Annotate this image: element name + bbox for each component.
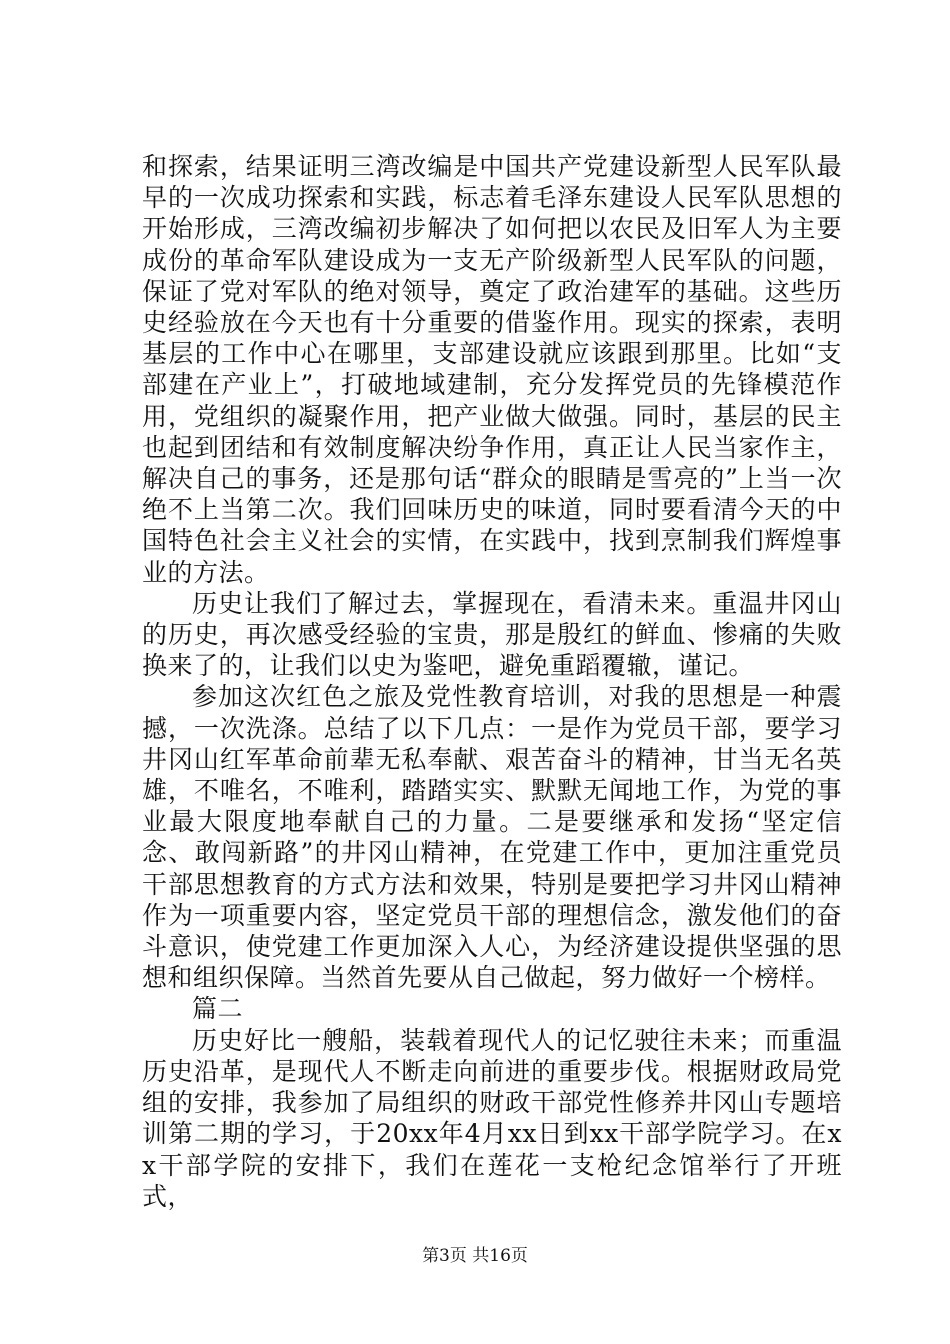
paragraph-part-two-intro: 历史好比一艘船，装载着现代人的记忆驶往未来；而重温历史沿革，是现代人不断走向前进的重要步伐。根据财政局党组的安排，我参加了局组织的财政干部党性修养井冈山专题培训第二期的学习，于20xx年4月xx日到xx干部学院学习。在xx干部学院的安排下，我们在莲花一支枪纪念馆举行了开班式，	[142, 1025, 842, 1211]
paragraph-continuation: 和探索，结果证明三湾改编是中国共产党建设新型人民军队最早的一次成功探索和实践，标志着毛泽东建设人民军队思想的开始形成，三湾改编初步解决了如何把以农民及旧军人为主要成份的革命军队建设成为一支无产阶级新型人民军队的问题，保证了党对军队的绝对领导，奠定了政治建军的基础。这些历史经验放在今天也有十分重要的借鉴作用。现实的探索，表明基层的工作中心在哪里，支部建设就应该跟到那里。比如“支部建在产业上”，打破地域建制，充分发挥党员的先锋模范作用，党组织的凝聚作用，把产业做大做强。同时，基层的民主也起到团结和有效制度解决纷争作用，真正让人民当家作主，解决自己的事务，还是那句话“群众的眼睛是雪亮的”上当一次绝不上当第二次。我们回味历史的味道，同时要看清今天的中国特色社会主义社会的实情，在实践中，找到烹制我们辉煌事业的方法。	[142, 152, 842, 587]
section-heading-part-two: 篇二	[192, 994, 244, 1024]
document-body	[142, 151, 842, 1212]
page-number-footer: 第3页 共16页	[422, 1246, 528, 1266]
paragraph-training-reflection: 参加这次红色之旅及党性教育培训，对我的思想是一种震撼，一次洗涤。总结了以下几点：一是作为党员干部，要学习井冈山红军革命前辈无私奉献、艰苦奋斗的精神，甘当无名英雄，不唯名，不唯利，踏踏实实、默默无闻地工作，为党的事业最大限度地奉献自己的力量。二是要继承和发扬“坚定信念、敢闯新路”的井冈山精神，在党建工作中，更加注重党员干部思想教育的方式方法和效果，特别是要把学习井冈山精神作为一项重要内容，坚定党员干部的理想信念，激发他们的奋斗意识，使党建工作更加深入人心，为经济建设提供坚强的思想和组织保障。当然首先要从自己做起，努力做好一个榜样。	[142, 682, 842, 993]
paragraph-history-lesson: 历史让我们了解过去，掌握现在，看清未来。重温井冈山的历史，再次感受经验的宝贵，那是殷红的鲜血、惨痛的失败换来了的，让我们以史为鉴吧，避免重蹈覆辙，谨记。	[142, 588, 842, 681]
